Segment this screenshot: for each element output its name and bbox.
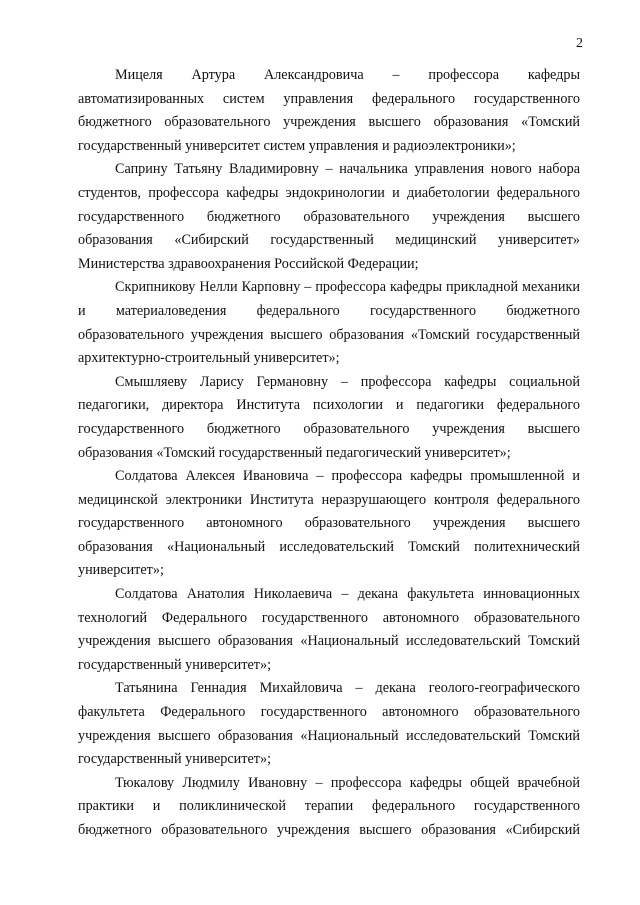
document-body <box>78 64 580 843</box>
page-number: 2 <box>576 36 583 51</box>
paragraph-saprina: Саприну Татьяну Владимировну – начальника управления нового набора студентов, профессора кафедры эндокринологии и диабетологии федерального государственного бюджетного образовательного учреждения высшего образования «Сибирский государственный медицинский университет» Министерства здравоохранения Российской Федерации; <box>78 161 580 272</box>
paragraph-soldatov-anatoliy: Солдатова Анатолия Николаевича – декана факультета инновационных технологий Федерального государственного автономного образовательного учреждения высшего образования «Национальный исследовательский Томский государственный университет»; <box>78 586 580 673</box>
paragraph-mitsel: Мицеля Артура Александровича – профессора кафедры автоматизированных систем управления федерального государственного бюджетного образовательного учреждения высшего образования «Томский государственный университет систем управления и радиоэлектроники»; <box>78 67 580 154</box>
paragraph-tatyanin: Татьянина Геннадия Михайловича – декана геолого-географического факультета Федерального государственного автономного образовательного учреждения высшего образования «Национальный исследовательский Томский государственный университет»; <box>78 680 580 768</box>
paragraph-smyshlyaeva: Смышляеву Ларису Германовну – профессора кафедры социальной педагогики, директора Института психологии и педагогики федерального государственного бюджетного образовательного учреждения высшего образования «Томский государственный педагогический университет»; <box>78 373 580 461</box>
paragraph-skripnikova: Скрипникову Нелли Карповну – профессора кафедры прикладной механики и материаловедения федерального государственного бюджетного образовательного учреждения высшего образования «Томский государственный архитектурно-строительный университет»; <box>78 279 580 367</box>
paragraph-tyukalova: Тюкалову Людмилу Ивановну – профессора кафедры общей врачебной практики и поликлинической терапии федерального государственного бюджетного образовательного учреждения высшего образования «Сибирский <box>78 774 580 838</box>
paragraph-soldatov-aleksey: Солдатова Алексея Ивановича – профессора кафедры промышленной и медицинской электроники Института неразрушающего контроля федерального государственного автономного образовательного учреждения высшего образования «Национальный исследовательский Томский политехнический университет»; <box>78 468 580 579</box>
